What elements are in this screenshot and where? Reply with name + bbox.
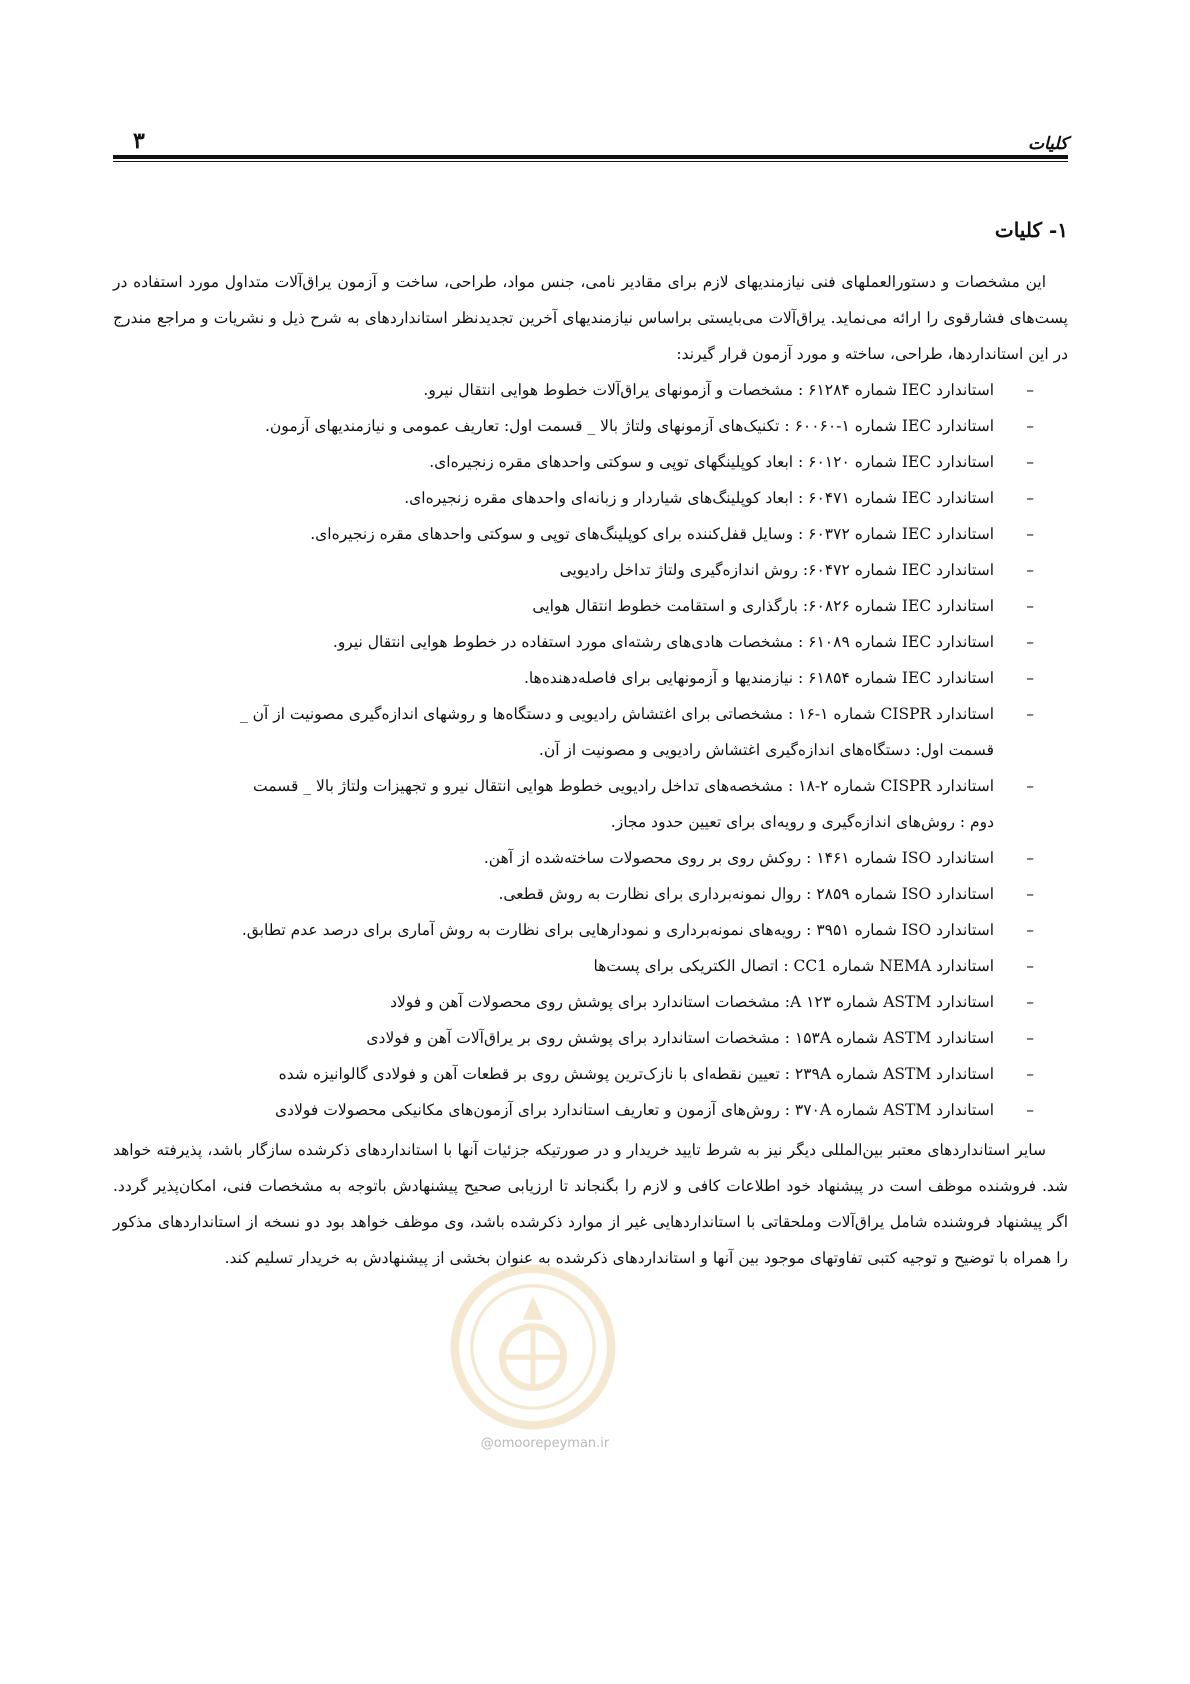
list-dash: –	[1026, 957, 1034, 975]
list-dash: –	[1026, 777, 1034, 795]
list-item	[113, 480, 1068, 516]
list-item	[113, 660, 1068, 696]
list-item	[113, 912, 1068, 948]
list-item	[113, 1020, 1068, 1056]
standard-text-continuation: قسمت اول: دستگاه‌های اندازه‌گیری اغتشاش رادیویی و مصونیت از آن.	[538, 741, 994, 759]
running-header-title: کلیات	[1027, 134, 1068, 154]
standards-list	[113, 372, 1068, 1128]
list-item	[113, 372, 1068, 408]
standard-text: استاندارد IEC شماره ۶۱۸۵۴ : نیازمندیها و آزمونهایی برای فاصله‌دهنده‌ها.	[523, 669, 994, 687]
standard-text: استاندارد IEC شماره ۶۱۲۸۴ : مشخصات و آزمونهای یراق‌آلات خطوط هوایی انتقال نیرو.	[423, 381, 994, 399]
intro-paragraph: این مشخصات و دستورالعملهای فنی نیازمندیهای لازم برای مقادیر نامی، جنس مواد، طراحی، ساخت و آزمون یراق‌آلات متداول مورد استفاده در پست‌های فشارقوی را ارائه می‌نماید. یراق‌آلات می‌بایستی براساس نیازمندیهای آخرین تجدیدنظر استانداردهای به شرح ذیل و نشریات و مراجع مندرج در این استانداردها، طراحی، ساخته و مورد آزمون قرار گیرند:	[113, 273, 1068, 363]
list-dash: –	[1026, 633, 1034, 651]
standard-text: استاندارد IEC شماره ۶۰۴۷۱ : ابعاد کوپلینگ‌های شیاردار و زبانه‌ای واحدهای مقره زنجیره‌ای.	[404, 489, 994, 507]
standard-text: استاندارد IEC شماره ۶۰۳۷۲ : وسایل قفل‌کننده برای کوپلینگ‌های توپی و سوکتی واحدهای مقره زنجیره‌ای.	[310, 525, 994, 543]
list-dash: –	[1026, 561, 1034, 579]
list-item	[113, 588, 1068, 624]
list-dash: –	[1026, 489, 1034, 507]
list-item	[113, 552, 1068, 588]
list-dash: –	[1026, 381, 1034, 399]
standard-text: استاندارد CISPR شماره ۱-۱۶ : مشخصاتی برای اغتشاش رادیویی و دستگاه‌ها و روشهای اندازه‌گیری مصونیت از آن _	[239, 705, 994, 723]
list-item	[113, 768, 1068, 840]
standard-text-continuation: دوم : روش‌های اندازه‌گیری و رویه‌ای برای تعیین حدود مجاز.	[610, 813, 994, 831]
standard-text: استاندارد ASTM شماره ۳۷۰A : روش‌های آزمون و تعاریف استاندارد برای آزمون‌های مکانیکی محصولات فولادی	[275, 1101, 994, 1119]
list-dash: –	[1026, 705, 1034, 723]
list-item	[113, 984, 1068, 1020]
standard-text: استاندارد ASTM شماره ۲۳۹A : تعیین نقطه‌ای با نازک‌ترین پوشش روی بر قطعات آهن و فولادی گالوانیزه شده	[278, 1065, 994, 1083]
list-dash: –	[1026, 1101, 1034, 1119]
list-item	[113, 948, 1068, 984]
standard-text: استاندارد ISO شماره ۳۹۵۱ : رویه‌های نمونه‌برداری و نمودارهایی برای نظارت به روش آماری برای درصد عدم تطابق.	[241, 921, 994, 939]
list-dash: –	[1026, 669, 1034, 687]
list-item	[113, 516, 1068, 552]
list-item	[113, 624, 1068, 660]
page-header	[113, 128, 1068, 158]
standard-text: استاندارد IEC شماره ۶۰۱۲۰ : ابعاد کوپلینگهای توپی و سوکتی واحدهای مقره زنجیره‌ای.	[429, 453, 994, 471]
list-dash: –	[1026, 453, 1034, 471]
standard-text: استاندارد IEC شماره ۶۱۰۸۹ : مشخصات هادی‌های رشته‌ای مورد استفاده در خطوط هوایی انتقال نیرو.	[332, 633, 994, 651]
page-number: ۳	[133, 128, 145, 154]
standard-text: استاندارد IEC شماره ۱-۶۰۰۶۰ : تکنیک‌های آزمونهای ولتاژ بالا _ قسمت اول: تعاریف عمومی و نیازمندیهای آزمون.	[265, 417, 994, 435]
list-dash: –	[1026, 1065, 1034, 1083]
header-rule-thin	[113, 161, 1068, 162]
standard-text: استاندارد IEC شماره ۶۰۸۲۶: بارگذاری و استقامت خطوط انتقال هوایی	[532, 597, 994, 615]
watermark-url: @omoorepeyman.ir	[480, 1436, 610, 1451]
list-item	[113, 840, 1068, 876]
list-item	[113, 444, 1068, 480]
list-item	[113, 1092, 1068, 1128]
list-dash: –	[1026, 525, 1034, 543]
watermark-seal-icon	[448, 1262, 618, 1432]
standard-text: استاندارد ASTM شماره A ۱۲۳: مشخصات استاندارد برای پوشش روی محصولات آهن و فولاد	[390, 993, 994, 1011]
list-dash: –	[1026, 885, 1034, 903]
standard-text: استاندارد NEMA شماره CC1 : اتصال الکتریکی برای پست‌ها	[593, 957, 994, 975]
header-rule-thick	[113, 155, 1068, 159]
list-dash: –	[1026, 921, 1034, 939]
standard-text: استاندارد ASTM شماره ۱۵۳A : مشخصات استاندارد برای پوشش روی بر یراق‌آلات آهن و فولادی	[366, 1029, 994, 1047]
standard-text: استاندارد IEC شماره ۶۰۴۷۲: روش اندازه‌گیری ولتاژ تداخل رادیویی	[559, 561, 994, 579]
section-heading: ۱- کلیات	[994, 218, 1068, 242]
list-item	[113, 876, 1068, 912]
list-dash: –	[1026, 417, 1034, 435]
list-dash: –	[1026, 849, 1034, 867]
closing-paragraph: سایر استانداردهای معتبر بین‌المللی دیگر نیز به شرط تایید خریدار و در صورتیکه جزئیات آنها با استانداردهای ذکرشده سازگار باشد، پذیرفته خواهد شد. فروشنده موظف است در پیشنهاد خود اطلاعات کافی و لازم را بگنجاند تا ارزیابی صحیح پیشنهادش باتوجه به مشخصات فنی، امکان‌پذیر گردد. اگر پیشنهاد فروشنده شامل یراق‌آلات وملحقاتی با استانداردهایی غیر از موارد ذکرشده باشد، وی موظف خواهد بود دو نسخه از استانداردهای مذکور را همراه با توضیح و توجیه کتبی تفاوتهای موجود بین آنها و استانداردهای ذکرشده به عنوان بخشی از پیشنهادش به خریدار تسلیم کند.	[113, 1141, 1068, 1267]
standard-text: استاندارد ISO شماره ۱۴۶۱ : روکش روی بر روی محصولات ساخته‌شده از آهن.	[483, 849, 994, 867]
list-dash: –	[1026, 1029, 1034, 1047]
list-item	[113, 408, 1068, 444]
standard-text: استاندارد ISO شماره ۲۸۵۹ : روال نمونه‌برداری برای نظارت به روش قطعی.	[498, 885, 994, 903]
list-item	[113, 696, 1068, 768]
list-item	[113, 1056, 1068, 1092]
standard-text: استاندارد CISPR شماره ۲-۱۸ : مشخصه‌های تداخل رادیویی خطوط هوایی انتقال نیرو و تجهیزات ولتاژ بالا _ قسمت	[252, 777, 994, 795]
list-dash: –	[1026, 597, 1034, 615]
page-content	[113, 218, 1068, 1276]
list-dash: –	[1026, 993, 1034, 1011]
